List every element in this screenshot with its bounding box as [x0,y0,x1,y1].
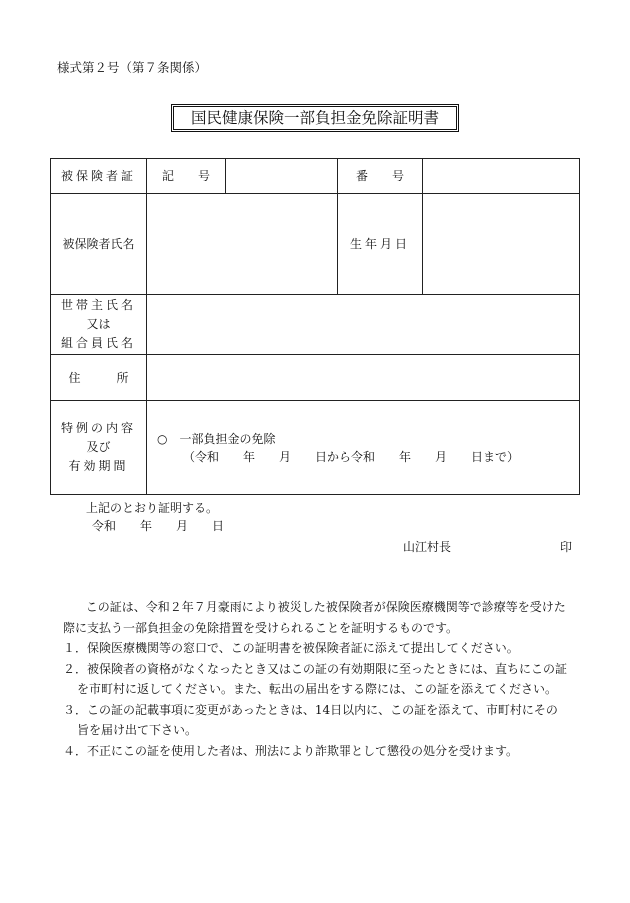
certification-date: 令和 年 月 日 [92,519,225,533]
notes-item-2: ２．被保険者の資格がなくなったとき又はこの証の有効期限に至ったときには、直ちにこの証を市町村に返してください。また、転出の届出をする際には、この証を添えてください。 [63,661,568,696]
certification-statement: 上記のとおり証明する。 [86,501,219,515]
address-label: 住 所 [51,355,147,401]
exemption-item: ○ 一部負担金の免除 [157,431,276,446]
issuer-name: 山江村長 [403,540,452,554]
certificate-form-table [50,158,580,495]
birthdate-label: 生年月日 [338,194,423,295]
householder-label-line-1: 世帯主氏名 [60,298,136,312]
page-title-text: 国民健康保険一部負担金免除証明書 [190,109,439,127]
exemption-row [51,401,580,495]
householder-row [51,295,580,355]
exemption-label-line-2: 及び [86,440,111,454]
exemption-label-line-3: 有効期間 [68,459,129,473]
householder-label [51,295,147,355]
symbol-label: 記 号 [147,159,226,194]
notes-section [63,597,569,761]
number-label: 番 号 [338,159,423,194]
notes-item-3: ３．この証の記載事項に変更があったときは、14日以内に、この証を添えて、市町村にその旨を届け出て下さい。 [63,702,558,737]
number-field[interactable] [423,159,580,194]
insured-name-row [51,194,580,295]
exemption-label [51,401,147,495]
insured-name-label: 被保険者氏名 [51,194,147,295]
exemption-label-line-1: 特例の内容 [60,421,136,435]
householder-field[interactable] [147,295,580,355]
exemption-period: （令和 年 月 日から令和 年 月 日まで） [183,449,520,464]
address-field[interactable] [147,355,580,401]
notes-item-4: ４．不正にこの証を使用した者は、刑法により詐欺罪として懲役の処分を受けます。 [63,743,519,758]
page-title [171,104,459,132]
notes-item-1: １．保険医療機関等の窓口で、この証明書を被保険者証に添えて提出してください。 [63,641,519,655]
birthdate-field[interactable] [423,194,580,295]
address-row [51,355,580,401]
exemption-content [147,401,580,495]
form-number: 様式第２号（第７条関係） [57,60,208,75]
householder-label-line-2: 又は [86,317,111,331]
insured-card-row [51,159,580,194]
notes-intro: この証は、令和２年７月豪雨により被災した被保険者が保険医療機関等で診療等を受けた際に支払う一部負担金の免除措置を受けられることを証明するものです。 [63,600,566,635]
insured-card-label: 被保険者証 [51,159,147,194]
seal-mark: 印 [560,540,573,554]
householder-label-line-3: 組合員氏名 [60,336,136,350]
insured-name-field[interactable] [147,194,338,295]
symbol-field[interactable] [226,159,338,194]
